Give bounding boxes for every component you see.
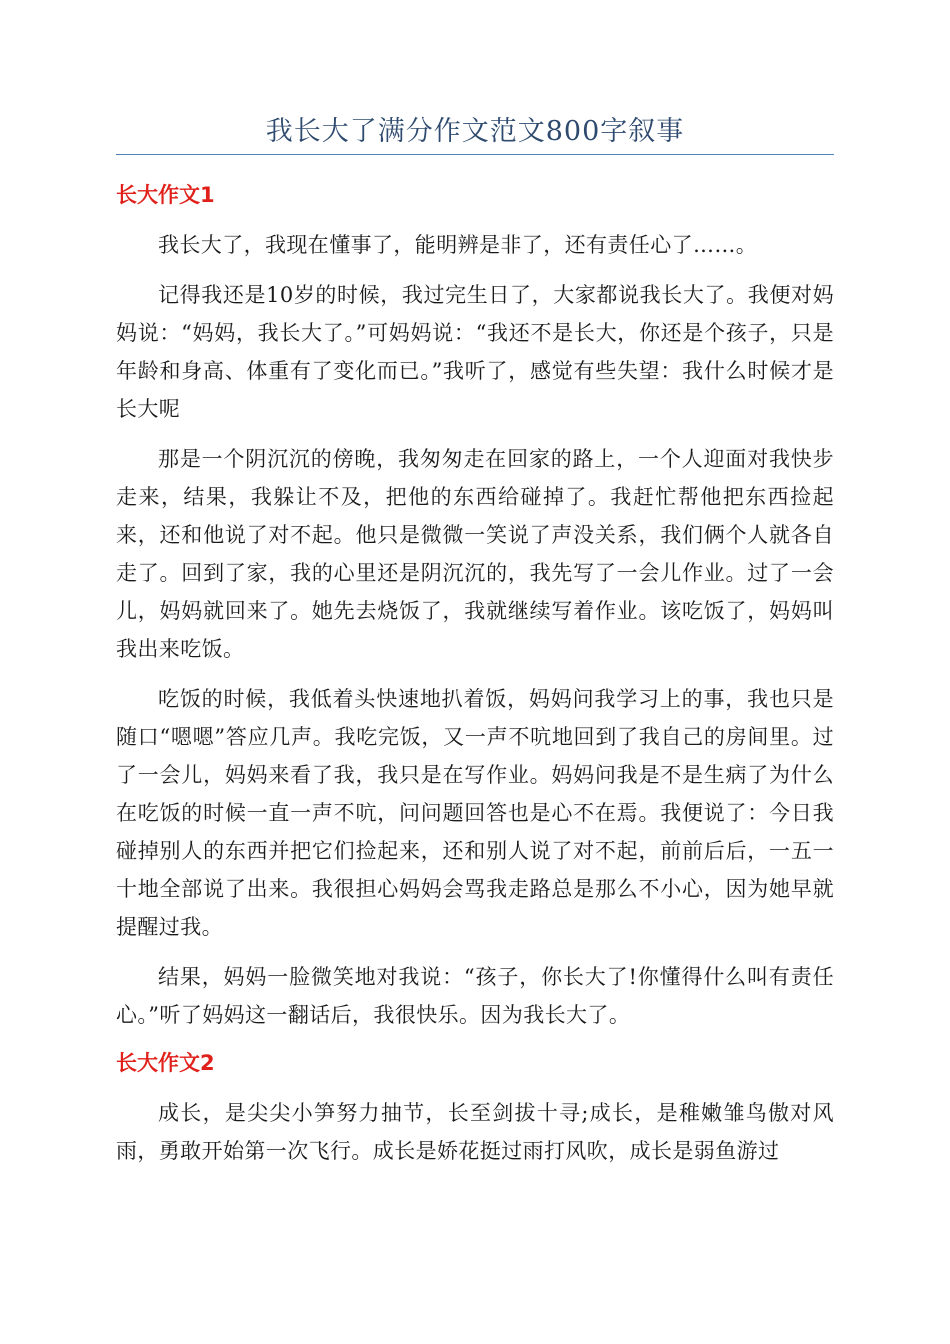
essay-section-2: [116, 1046, 834, 1170]
paragraph: 吃饭的时候，我低着头快速地扒着饭，妈妈问我学习上的事，我也只是随口“嗯嗯”答应几声。我吃完饭，又一声不吭地回到了我自己的房间里。过了一会儿，妈妈来看了我，我只是在写作业。妈妈问我是不是生病了为什么在吃饭的时候一直一声不吭，问问题回答也是心不在焉。我便说了：今日我碰掉别人的东西并把它们捡起来，还和别人说了对不起，前前后后，一五一十地全部说了出来。我很担心妈妈会骂我走路总是那么不小心，因为她早就提醒过我。: [116, 687, 834, 939]
paragraph: 记得我还是10岁的时候，我过完生日了，大家都说我长大了。我便对妈妈说：“妈妈，我长大了。”可妈妈说：“我还不是长大，你还是个孩子，只是年龄和身高、体重有了变化而已。”我听了，感觉有些失望：我什么时候才是长大呢: [116, 283, 834, 421]
paragraph: 结果，妈妈一脸微笑地对我说：“孩子，你长大了!你懂得什么叫有责任心。”听了妈妈这一翻话后，我很快乐。因为我长大了。: [116, 965, 834, 1027]
section-heading: 长大作文2: [116, 1051, 215, 1075]
paragraph: 成长，是尖尖小笋努力抽节，长至剑拔十寻;成长，是稚嫩雏鸟傲对风雨，勇敢开始第一次飞行。成长是娇花挺过雨打风吹，成长是弱鱼游过: [116, 1101, 834, 1163]
document-body: [116, 178, 834, 1182]
section-heading: 长大作文1: [116, 183, 215, 207]
paragraph: 我长大了，我现在懂事了，能明辨是非了，还有责任心了……。: [158, 233, 758, 257]
document-title: 我长大了满分作文范文800字叙事: [265, 116, 685, 147]
paragraph: 那是一个阴沉沉的傍晚，我匆匆走在回家的路上，一个人迎面对我快步走来，结果，我躲让不及，把他的东西给碰掉了。我赶忙帮他把东西捡起来，还和他说了对不起。他只是微微一笑说了声没关系，我们俩个人就各自走了。回到了家，我的心里还是阴沉沉的，我先写了一会儿作业。过了一会儿，妈妈就回来了。她先去烧饭了，我就继续写着作业。该吃饭了，妈妈叫我出来吃饭。: [116, 447, 834, 661]
essay-section-1: [116, 178, 834, 1034]
title-underline: [116, 154, 834, 155]
